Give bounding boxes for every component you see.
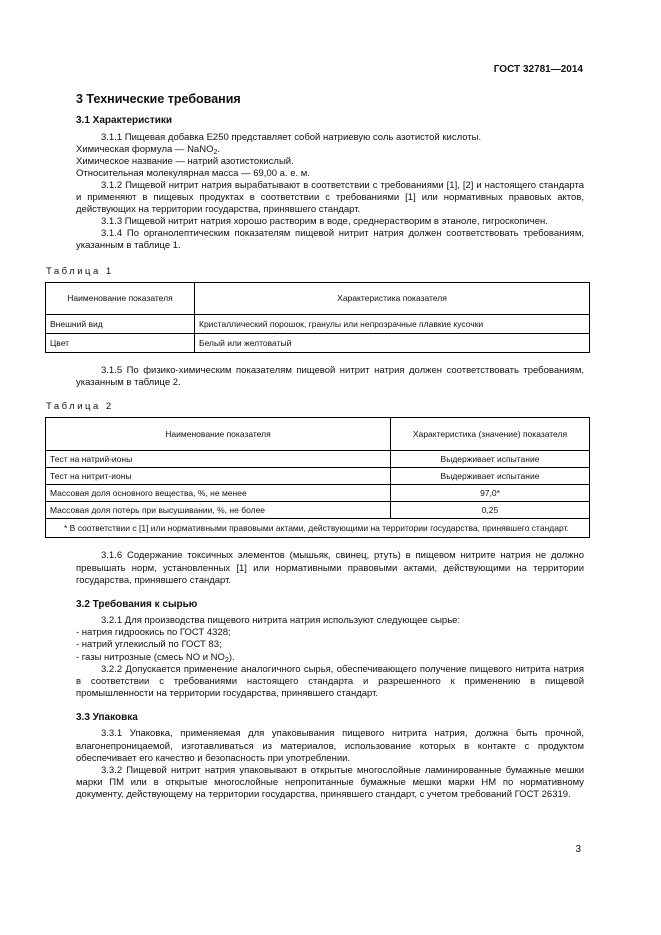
table-row — [46, 485, 590, 502]
table-cell: 0,25 — [391, 502, 590, 519]
table-cell: Массовая доля потерь при высушивании, %, не более — [46, 502, 391, 519]
table-2 — [45, 417, 590, 538]
paragraph-3-2-2: 3.2.2 Допускается применение аналогичного сырья, обеспечивающего получение пищевого нитрита натрия в соответствии с требованиями настоящего стандарта и разрешенного к применению в пищевой промышленности на территории государства, принявшего стандарт. — [76, 663, 584, 699]
table-row — [46, 334, 590, 353]
table-cell: Белый или желтоватый — [195, 334, 590, 353]
table-cell: Кристаллический порошок, гранулы или непрозрачные плавкие кусочки — [195, 315, 590, 334]
table-cell: 97,0* — [391, 485, 590, 502]
table-cell: Внешний вид — [46, 315, 195, 334]
paragraph-3-1-1: 3.1.1 Пищевая добавка Е250 представляет собой натриевую соль азотистой кислоты. — [101, 131, 482, 143]
table-footnote-row — [46, 519, 590, 538]
molar-mass: Относительная молекулярная масса — 69,00 а. е. м. — [76, 167, 310, 179]
subsection-title-raw-materials: 3.2 Требования к сырью — [76, 598, 198, 610]
table-row — [46, 468, 590, 485]
table-header-cell: Наименование показателя — [46, 283, 195, 315]
chemical-formula — [76, 144, 584, 156]
table-footnote: * В соответствии с [1] или нормативными правовыми актами, действующими на территории государства, принявшего стандарт. — [46, 519, 590, 538]
table-cell: Выдерживает испытание — [391, 468, 590, 485]
document-body — [46, 92, 584, 801]
formula-text: Химическая формула — NaNO — [76, 143, 214, 155]
table-header-row — [46, 418, 590, 451]
paragraph-3-3-1: 3.3.1 Упаковка, применяемая для упаковывания пищевого нитрита натрия, должна быть прочной, влагонепроницаемой, изготавливаться из материалов, использование которых в контакте с продуктом обеспечивает его качество и безопасность при употреблении. — [76, 728, 584, 764]
table-row — [46, 502, 590, 519]
table-header-cell: Наименование показателя — [46, 418, 391, 451]
table-header-cell: Характеристика (значение) показателя — [391, 418, 590, 451]
document-header-standard-id: ГОСТ 32781—2014 — [493, 64, 583, 75]
paragraph-3-1-2: 3.1.2 Пищевой нитрит натрия вырабатывают в соответствии с требованиями [1], [2] и настоящего стандарта и применяют в пищевых продуктах в соответствии с требованиями [1] или нормативных правовых актов, действующих на территории государства, принявшего стандарт. — [76, 179, 584, 215]
formula-subscript: 2 — [213, 148, 218, 156]
table-cell: Выдерживает испытание — [391, 451, 590, 468]
table-header-row — [46, 283, 590, 315]
formula-end: . — [217, 143, 221, 155]
subsection-title-packaging: 3.3 Упаковка — [76, 711, 138, 723]
page-number: 3 — [575, 844, 581, 855]
paragraph-3-1-5: 3.1.5 По физико-химическим показателям пищевой нитрит натрия должен соответствовать требованиям, указанным в таблице 2. — [76, 365, 584, 389]
subsection-title-characteristics: 3.1 Характеристики — [76, 114, 173, 126]
list-item-gases — [76, 652, 584, 664]
table-cell: Массовая доля основного вещества, %, не менее — [46, 485, 391, 502]
table-cell: Тест на нитрит-ионы — [46, 468, 391, 485]
table-1 — [45, 282, 590, 353]
paragraph-3-1-4: 3.1.4 По органолептическим показателям пищевой нитрит натрия должен соответствовать требованиям, указанным в таблице 1. — [76, 228, 584, 252]
table-cell: Тест на натрий-ионы — [46, 451, 391, 468]
table-row — [46, 315, 590, 334]
gases-subscript: 2 — [224, 656, 229, 664]
list-item: - натрия гидроокись по ГОСТ 4328; — [76, 627, 231, 639]
paragraph-3-1-3: 3.1.3 Пищевой нитрит натрия хорошо растворим в воде, среднерастворим в этаноле, гигроскопичен. — [101, 216, 548, 227]
table-cell: Цвет — [46, 334, 195, 353]
list-item: - натрий углекислый по ГОСТ 83; — [76, 639, 222, 651]
paragraph-3-1-6: 3.1.6 Содержание токсичных элементов (мышьяк, свинец, ртуть) в пищевом нитрите натрия не должно превышать норм, установленных [1] или нормативными правовыми актами, действующими на территории государства, принявшего стандарт. — [76, 550, 584, 586]
gases-text: - газы нитрозные (смесь NO и NO — [76, 651, 225, 663]
table-1-caption: Таблица 1 — [46, 266, 114, 278]
table-header-cell: Характеристика показателя — [195, 283, 590, 315]
table-2-caption: Таблица 2 — [46, 401, 114, 413]
table-row — [46, 451, 590, 468]
chemical-name: Химическое название — натрий азотистокислый. — [76, 155, 294, 167]
section-title: 3 Технические требования — [76, 92, 241, 106]
gases-end: ). — [228, 651, 235, 663]
paragraph-3-2-1: 3.2.1 Для производства пищевого нитрита натрия используют следующее сырье: — [101, 615, 461, 627]
paragraph-3-3-2: 3.3.2 Пищевой нитрит натрия упаковывают в открытые многослойные ламинированные бумажные мешки марки ПМ или в открытые многослойные непропитанные бумажные мешки марки НМ по нормативному документу, действующему на территории государства, принявшего стандарт, с учетом требований ГОСТ 26319. — [76, 764, 584, 800]
